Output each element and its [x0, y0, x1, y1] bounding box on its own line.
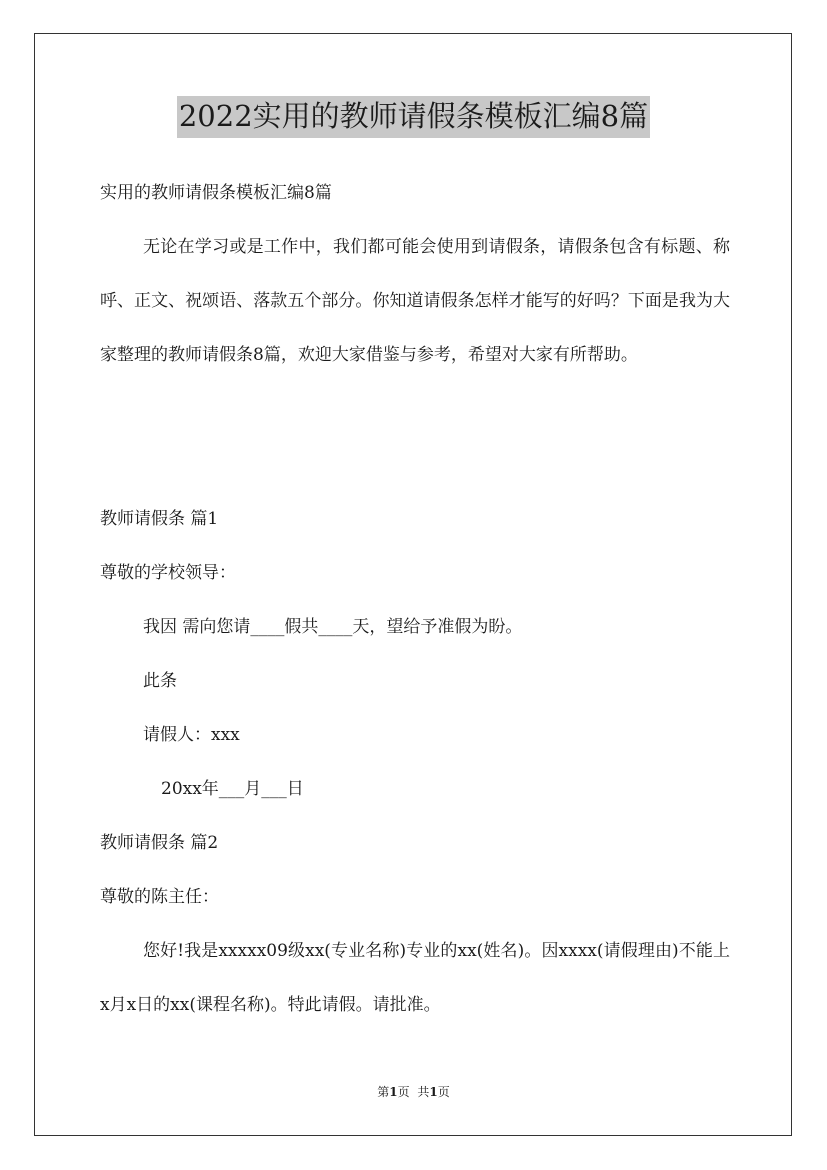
document-subtitle: 实用的教师请假条模板汇编8篇: [100, 183, 332, 203]
section-1-closing: 此条: [143, 671, 177, 691]
footer-total-unit: 页: [437, 1085, 450, 1099]
section-1-heading: 教师请假条 篇1: [100, 509, 219, 529]
footer-total-number: 1: [429, 1085, 438, 1099]
section-1-salutation: 尊敬的学校领导：: [100, 563, 236, 583]
section-1-signer: 请假人：xxx: [143, 725, 240, 745]
footer-total-label: 共: [417, 1085, 430, 1099]
page-footer: [0, 1084, 827, 1100]
section-2-body: 您好!我是xxxxx09级xx(专业名称)专业的xx(姓名)。因xxxx(请假理由)不能上x月x日的xx(课程名称)。特此请假。请批准。: [100, 941, 730, 1015]
footer-page-label: 第: [377, 1085, 390, 1099]
intro-paragraph: 无论在学习或是工作中，我们都可能会使用到请假条，请假条包含有标题、称呼、正文、祝颂语、落款五个部分。你知道请假条怎样才能写的好吗？下面是我为大家整理的教师请假条8篇，欢迎大家借鉴与参考，希望对大家有所帮助。: [100, 237, 730, 365]
section-2-salutation: 尊敬的陈主任：: [100, 887, 219, 907]
document-title-wrap: [0, 96, 827, 138]
footer-page-unit: 页: [397, 1085, 410, 1099]
section-1-body: 我因 需向您请____假共____天，望给予准假为盼。: [143, 617, 523, 637]
document-title: 2022实用的教师请假条模板汇编8篇: [177, 96, 650, 138]
footer-page-number: 1: [389, 1085, 398, 1099]
section-1-date: 20xx年___月___日: [161, 779, 304, 799]
section-2-heading: 教师请假条 篇2: [100, 833, 219, 853]
